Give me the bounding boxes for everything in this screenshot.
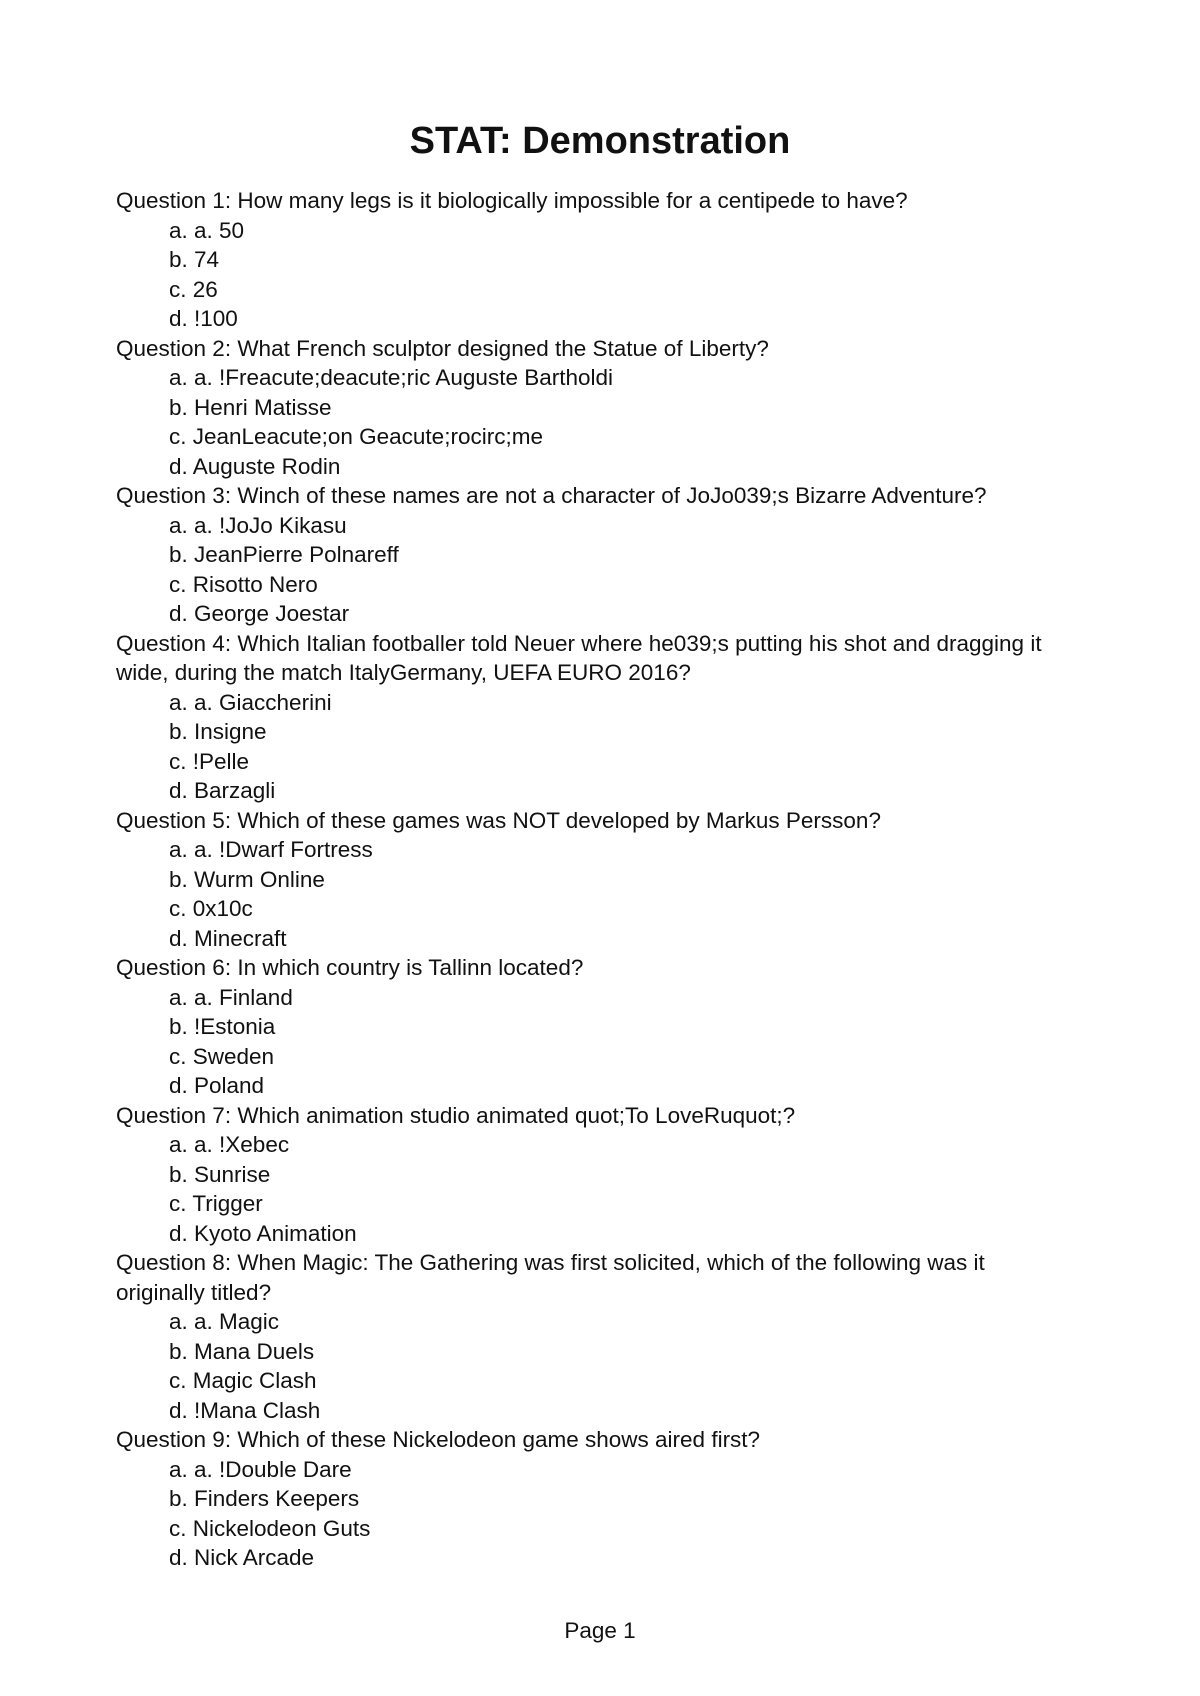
answer-option: b. Wurm Online	[169, 866, 325, 892]
answer-options	[116, 835, 1076, 953]
question-block	[116, 334, 1076, 482]
answer-option: c. JeanLeacute;on Geacute;rocirc;me	[169, 424, 543, 449]
question-block	[116, 953, 1076, 1101]
answer-option: a. a. Giaccherini	[169, 689, 332, 715]
answer-option: a. a. !Freacute;deacute;ric Auguste Bartholdi	[169, 365, 614, 390]
page-number: Page 1	[564, 1618, 636, 1643]
answer-option: d. Poland	[169, 1073, 265, 1098]
answer-option: a. a. Magic	[169, 1309, 280, 1334]
answer-option: d. Nick Arcade	[169, 1545, 315, 1570]
answer-option: b. Sunrise	[169, 1161, 271, 1187]
question-text: Question 6: In which country is Tallinn located?	[116, 955, 584, 980]
answer-options	[116, 983, 1076, 1101]
answer-option: a. a. !JoJo Kikasu	[169, 512, 347, 538]
question-block	[116, 1425, 1076, 1573]
answer-option: a. a. Finland	[169, 984, 293, 1010]
answer-options	[116, 363, 1076, 481]
answer-option: b. Insigne	[169, 719, 267, 744]
question-text: Question 3: Winch of these names are not a character of JoJo039;s Bizarre Adventure?	[116, 483, 987, 508]
answer-options	[116, 511, 1076, 629]
answer-options	[116, 1130, 1076, 1248]
answer-options	[116, 1455, 1076, 1573]
question-block	[116, 629, 1076, 806]
answer-option: d. Kyoto Animation	[169, 1220, 357, 1246]
answer-option: b. JeanPierre Polnareff	[169, 542, 399, 567]
question-block	[116, 806, 1076, 954]
answer-option: b. 74	[169, 247, 220, 272]
answer-option: c. Trigger	[169, 1191, 263, 1216]
answer-option: b. Henri Matisse	[169, 394, 332, 420]
answer-option: d. Auguste Rodin	[169, 453, 341, 479]
answer-option: d. George Joestar	[169, 601, 350, 626]
question-text: Question 4: Which Italian footballer told Neuer where he039;s putting his shot and dragging it wide, during the match ItalyGermany, UEFA EURO 2016?	[116, 630, 1042, 685]
answer-option: b. !Estonia	[169, 1014, 276, 1039]
question-text: Question 5: Which of these games was NOT developed by Markus Persson?	[116, 807, 881, 833]
answer-option: c. Magic Clash	[169, 1368, 317, 1393]
answer-options	[116, 688, 1076, 806]
answer-option: a. a. !Double Dare	[169, 1456, 352, 1482]
answer-options	[116, 216, 1076, 334]
answer-option: d. Minecraft	[169, 925, 287, 951]
page-title: STAT: Demonstration	[409, 120, 791, 162]
question-list	[116, 186, 1076, 1573]
answer-option: d. Barzagli	[169, 778, 276, 803]
answer-option: a. a. 50	[169, 217, 245, 243]
answer-option: d. !Mana Clash	[169, 1397, 321, 1423]
answer-option: b. Mana Duels	[169, 1338, 315, 1364]
question-block	[116, 481, 1076, 629]
question-block	[116, 1101, 1076, 1249]
answer-options	[116, 1307, 1076, 1425]
answer-option: c. Nickelodeon Guts	[169, 1515, 371, 1541]
answer-option: c. Sweden	[169, 1043, 275, 1069]
question-text: Question 2: What French sculptor designed the Statue of Liberty?	[116, 335, 769, 361]
answer-option: a. a. !Xebec	[169, 1132, 290, 1157]
answer-option: c. 0x10c	[169, 896, 253, 921]
answer-option: a. a. !Dwarf Fortress	[169, 837, 373, 862]
answer-option: b. Finders Keepers	[169, 1486, 360, 1511]
answer-option: c. Risotto Nero	[169, 571, 318, 597]
question-text: Question 9: Which of these Nickelodeon game shows aired first?	[116, 1427, 761, 1452]
answer-option: c. 26	[169, 276, 218, 302]
question-block	[116, 1248, 1076, 1425]
question-text: Question 7: Which animation studio animated quot;To LoveRuquot;?	[116, 1102, 796, 1128]
question-text: Question 8: When Magic: The Gathering was first solicited, which of the following was it originally titled?	[116, 1250, 985, 1305]
answer-option: d. !100	[169, 306, 238, 331]
question-text: Question 1: How many legs is it biologically impossible for a centipede to have?	[116, 188, 908, 213]
question-block	[116, 186, 1076, 334]
answer-option: c. !Pelle	[169, 748, 250, 774]
